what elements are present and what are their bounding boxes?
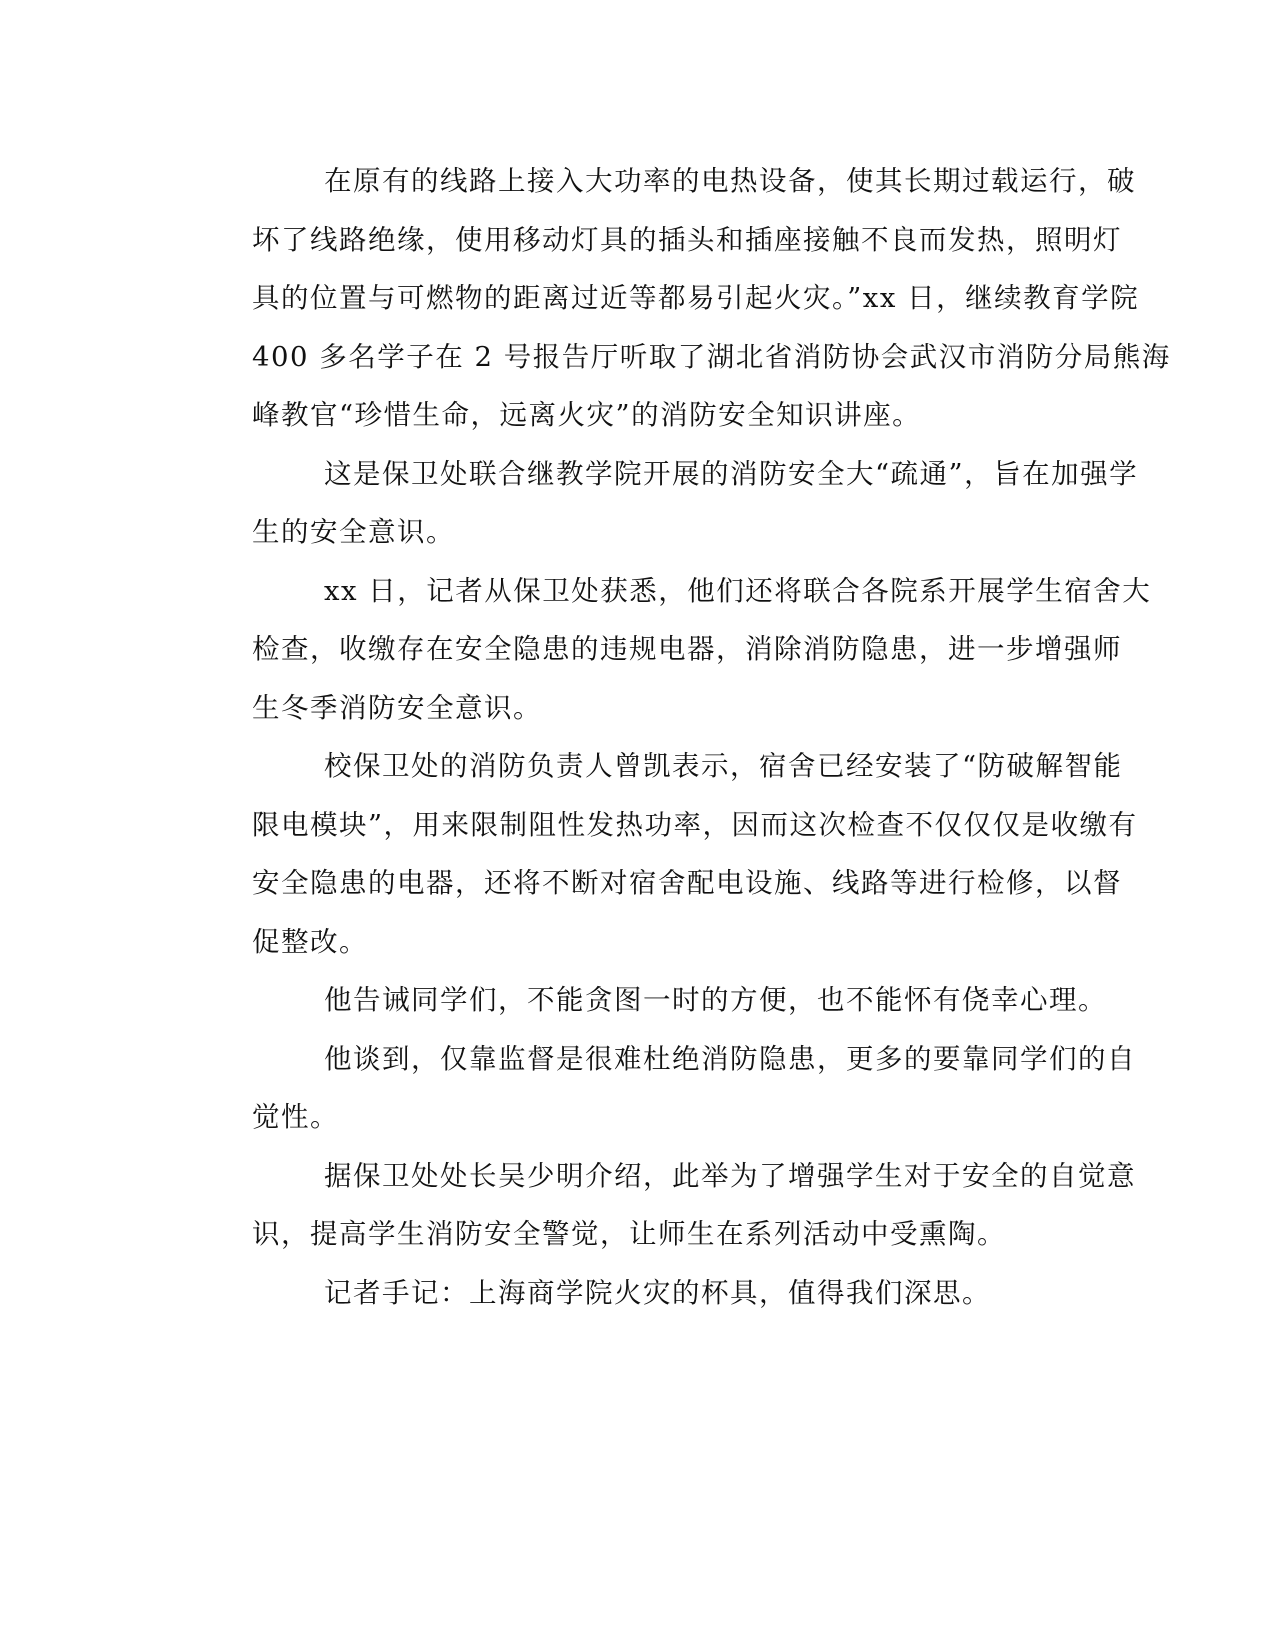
- paragraph-4: [180, 737, 1138, 971]
- text-line: 检查，收缴存在安全隐患的违规电器，消除消防隐患，进一步增强师: [252, 633, 1122, 665]
- paragraph-1: [180, 152, 1171, 445]
- text-line: 在原有的线路上接入大功率的电热设备，使其长期过载运行，破: [324, 165, 1136, 197]
- paragraph-7: [180, 1147, 1136, 1264]
- text-line: xx 日，记者从保卫处获悉，他们还将联合各院系开展学生宿舍大: [324, 574, 1152, 607]
- text-line: 峰教官“珍惜生命，远离火灾”的消防安全知识讲座。: [252, 399, 922, 431]
- text-line: 觉性。: [252, 1101, 339, 1133]
- text-line: 坏了线路绝缘，使用移动灯具的插头和插座接触不良而发热，照明灯: [252, 223, 1122, 256]
- text-line: 据保卫处处长吴少明介绍，此举为了增强学生对于安全的自觉意: [324, 1159, 1136, 1192]
- paragraph-3: [180, 562, 1152, 738]
- text-line: 促整改。: [252, 925, 368, 958]
- paragraph-2: [180, 445, 1139, 562]
- paragraph-8: [180, 1264, 1035, 1323]
- text-line: 识，提高学生消防安全警觉，让师生在系列活动中受熏陶。: [252, 1218, 1006, 1250]
- text-line: 他告诫同学们，不能贪图一时的方便，也不能怀有侥幸心理。: [324, 984, 1107, 1016]
- text-line: 记者手记：上海商学院火灾的杯具，值得我们深思。: [324, 1276, 991, 1309]
- text-line: 生的安全意识。: [252, 516, 455, 548]
- text-line: 他谈到，仅靠监督是很难杜绝消防隐患，更多的要靠同学们的自: [324, 1042, 1136, 1075]
- text-line: 安全隐患的电器，还将不断对宿舍配电设施、线路等进行检修，以督: [252, 867, 1122, 899]
- paragraph-5: [180, 971, 1107, 1030]
- paragraph-6: [180, 1030, 1136, 1147]
- text-line: 400 多名学子在 2 号报告厅听取了湖北省消防协会武汉市消防分局熊海: [252, 340, 1171, 373]
- text-line: 具的位置与可燃物的距离过近等都易引起火灾。”xx 日，继续教育学院: [252, 282, 1140, 314]
- text-line: 校保卫处的消防负责人曾凯表示，宿舍已经安装了“防破解智能: [324, 750, 1123, 782]
- text-line: 限电模块”，用来限制阻性发热功率，因而这次检查不仅仅仅是收缴有: [252, 808, 1138, 841]
- text-line: 这是保卫处联合继教学院开展的消防安全大“疏通”，旨在加强学: [324, 457, 1139, 490]
- text-line: 生冬季消防安全意识。: [252, 691, 542, 724]
- document-body: [180, 152, 1171, 1322]
